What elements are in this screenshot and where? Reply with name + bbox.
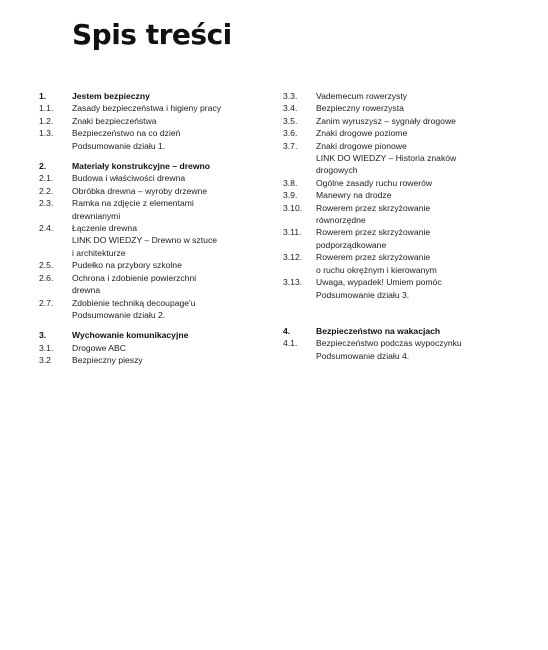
- toc-entry-number: 3.3.: [283, 91, 298, 101]
- toc-entry-number: 1.: [39, 91, 47, 101]
- toc-entry-text: [316, 90, 493, 102]
- toc-entry-text: [72, 102, 259, 114]
- section-spacer: [39, 321, 259, 329]
- toc-entry-number: 3.2: [39, 355, 51, 366]
- toc-entry-line: Zasady bezpieczeństwa i higieny pracy: [72, 103, 222, 114]
- page-title: Spis treści: [72, 18, 232, 51]
- toc-entry-line: Łączenie drewna: [72, 223, 137, 234]
- toc-entry-number: 1.1.: [39, 103, 54, 114]
- toc-entry-number: 3.6.: [283, 128, 298, 139]
- toc-entry-line: Bezpieczeństwo podczas wypoczynku: [316, 338, 462, 349]
- toc-entry: [39, 102, 259, 114]
- toc-entry: [39, 172, 259, 184]
- toc-entry: [39, 222, 259, 259]
- toc-entry-number: 3.12.: [283, 252, 303, 263]
- toc-entry: [39, 197, 259, 222]
- toc-entry-text: [316, 189, 493, 201]
- toc-entry-number: 3.1.: [39, 342, 54, 353]
- toc-entry-number: 3.4.: [283, 103, 298, 114]
- toc-entry-text: [316, 177, 493, 189]
- toc-entry-line: Wychowanie komunikacyjne: [72, 330, 189, 341]
- toc-entry-line: Zanim wyruszysz – sygnały drogowe: [316, 115, 456, 126]
- toc-entry-line: Ramka na zdjęcie z elementami: [72, 198, 194, 209]
- toc-entry: [39, 272, 259, 297]
- toc-entry-line: Budowa i właściwości drewna: [72, 173, 186, 184]
- toc-entry: [283, 115, 493, 127]
- toc-entry-number: 4.: [283, 325, 291, 336]
- toc-entry: [39, 115, 259, 127]
- toc-entry-line: Pudełko na przybory szkolne: [72, 260, 182, 271]
- toc-entry-text: [316, 115, 493, 127]
- toc-entry-number: 2.3.: [39, 198, 54, 209]
- toc-entry-text: [72, 185, 259, 197]
- toc-entry-number: 2.2.: [39, 185, 54, 196]
- toc-entry: [39, 185, 259, 197]
- toc-entry-line: i architekturze: [72, 247, 126, 258]
- toc-entry-line: Rowerem przez skrzyżowanie: [316, 227, 431, 238]
- toc-section-heading: [39, 90, 259, 102]
- toc-entry-line: drewna: [72, 285, 101, 296]
- toc-entry-text: [316, 325, 493, 337]
- section-spacer: [39, 152, 259, 160]
- toc-entry: [283, 177, 493, 189]
- section-spacer: [283, 301, 493, 325]
- toc-entry-line: Podsumowanie działu 3.: [316, 289, 410, 300]
- toc-entry-text: [316, 251, 493, 276]
- toc-entry-line: o ruchu okrężnym i kierowanym: [316, 264, 437, 275]
- toc-entry-number: 2.: [39, 161, 47, 172]
- toc-entry-line: Podsumowanie działu 2.: [72, 309, 166, 320]
- toc-entry-text: [72, 259, 259, 271]
- toc-entry-number: 2.7.: [39, 297, 54, 308]
- toc-entry-line: Ochrona i zdobienie powierzchni: [72, 272, 197, 283]
- toc-entry-text: [72, 272, 259, 297]
- toc-entry-text: [72, 90, 259, 102]
- toc-entry: [39, 127, 259, 152]
- toc-entry-number: 4.1.: [283, 338, 298, 349]
- toc-entry: [283, 251, 493, 276]
- toc-entry: [283, 127, 493, 139]
- toc-entry-line: LINK DO WIEDZY – Historia znaków: [316, 153, 457, 164]
- toc-entry-text: [72, 197, 259, 222]
- toc-entry-line: Bezpieczny rowerzysta: [316, 103, 404, 114]
- toc-entry-number: 3.7.: [283, 140, 298, 151]
- toc-entry-number: 1.2.: [39, 115, 54, 126]
- toc-entry-text: [72, 172, 259, 184]
- toc-entry-text: [316, 202, 493, 227]
- toc-entry-line: Rowerem przez skrzyżowanie: [316, 252, 431, 263]
- toc-entry-number: 3.10.: [283, 202, 303, 213]
- toc-entry-text: [316, 276, 493, 301]
- toc-entry-number: 2.6.: [39, 272, 54, 283]
- toc-entry-line: LINK DO WIEDZY – Drewno w sztuce: [72, 235, 218, 246]
- toc-entry-text: [72, 354, 259, 366]
- toc-entry-text: [72, 127, 259, 152]
- toc-entry-text: [72, 342, 259, 354]
- toc-entry-text: [316, 337, 493, 362]
- toc-entry-number: 3.8.: [283, 177, 298, 188]
- toc-entry-line: drogowych: [316, 165, 358, 176]
- toc-entry-text: [72, 115, 259, 127]
- toc-section-heading: [39, 160, 259, 172]
- toc-section-heading: [283, 325, 493, 337]
- toc-entry-line: równorzędne: [316, 215, 366, 226]
- toc-entry-number: 3.: [39, 330, 47, 341]
- toc-entry-line: Jestem bezpieczny: [72, 91, 150, 101]
- toc-entry-line: Podsumowanie działu 1.: [72, 140, 166, 151]
- toc-entry-text: [316, 102, 493, 114]
- toc-entry-line: Rowerem przez skrzyżowanie: [316, 202, 431, 213]
- toc-entry-text: [72, 160, 259, 172]
- toc-entry-text: [72, 297, 259, 322]
- toc-entry: [283, 189, 493, 201]
- toc-entry: [283, 226, 493, 251]
- toc-entry: [39, 259, 259, 271]
- toc-right-column: [283, 90, 493, 362]
- toc-entry-number: 2.5.: [39, 260, 54, 271]
- toc-entry-line: Bezpieczeństwo na co dzień: [72, 128, 181, 139]
- toc-entry-text: [72, 329, 259, 341]
- toc-entry: [283, 102, 493, 114]
- toc-entry: [283, 140, 493, 177]
- toc-entry-line: Vademecum rowerzysty: [316, 91, 408, 101]
- toc-entry-line: Znaki bezpieczeństwa: [72, 115, 157, 126]
- toc-entry-number: 3.13.: [283, 277, 303, 288]
- toc-entry-line: Ogólne zasady ruchu rowerów: [316, 177, 433, 188]
- toc-entry-line: Uwaga, wypadek! Umiem pomóc: [316, 277, 442, 288]
- toc-entry: [283, 90, 493, 102]
- toc-entry-line: Drogowe ABC: [72, 342, 126, 353]
- toc-entry-line: Zdobienie techniką decoupage'u: [72, 297, 196, 308]
- toc-entry-line: Obróbka drewna – wyroby drzewne: [72, 185, 208, 196]
- toc-entry: [39, 342, 259, 354]
- toc-entry-text: [316, 127, 493, 139]
- toc-section-heading: [39, 329, 259, 341]
- toc-entry-line: Znaki drogowe pionowe: [316, 140, 407, 151]
- toc-left-column: [39, 90, 259, 367]
- toc-entry-line: Bezpieczeństwo na wakacjach: [316, 325, 441, 336]
- toc-entry-text: [316, 140, 493, 177]
- toc-entry-line: Bezpieczny pieszy: [72, 355, 143, 366]
- toc-entry-number: 3.5.: [283, 115, 298, 126]
- toc-entry-line: Znaki drogowe poziome: [316, 128, 408, 139]
- toc-entry: [39, 354, 259, 366]
- toc-entry-line: podporządkowane: [316, 239, 387, 250]
- toc-entry: [283, 276, 493, 301]
- toc-entry-number: 2.4.: [39, 223, 54, 234]
- toc-entry: [283, 337, 493, 362]
- toc-entry: [283, 202, 493, 227]
- toc-entry: [39, 297, 259, 322]
- toc-entry-line: drewnianymi: [72, 210, 121, 221]
- toc-entry-number: 1.3.: [39, 128, 54, 139]
- toc-entry-number: 2.1.: [39, 173, 54, 184]
- toc-entry-number: 3.9.: [283, 190, 298, 201]
- toc-entry-line: Podsumowanie działu 4.: [316, 350, 410, 361]
- toc-entry-line: Materiały konstrukcyjne – drewno: [72, 161, 211, 172]
- toc-entry-text: [316, 226, 493, 251]
- toc-entry-text: [72, 222, 259, 259]
- toc-entry-number: 3.11.: [283, 227, 302, 238]
- toc-entry-line: Manewry na drodze: [316, 190, 392, 201]
